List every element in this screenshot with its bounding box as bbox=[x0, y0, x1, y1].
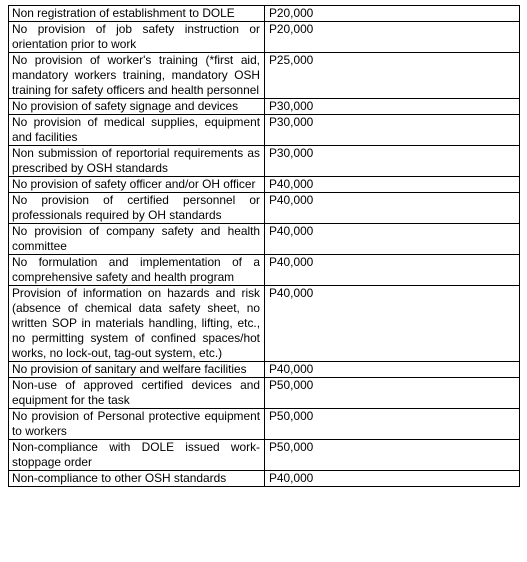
violation-cell: No provision of Personal protective equipment to workers bbox=[9, 409, 265, 440]
table-row bbox=[9, 471, 520, 487]
penalty-amount-cell: P40,000 bbox=[265, 177, 520, 193]
violation-cell: Non-use of approved certified devices and equipment for the task bbox=[9, 378, 265, 409]
violation-cell: No provision of worker's training (*first aid, mandatory workers training, mandatory OSH training for safety officers and health personnel bbox=[9, 53, 265, 99]
penalty-amount-cell: P40,000 bbox=[265, 471, 520, 487]
table-row bbox=[9, 115, 520, 146]
table-row bbox=[9, 177, 520, 193]
table-row bbox=[9, 255, 520, 286]
penalty-amount-cell: P50,000 bbox=[265, 440, 520, 471]
penalty-amount-cell: P30,000 bbox=[265, 146, 520, 177]
penalty-table-container bbox=[8, 5, 519, 487]
penalty-amount-cell: P40,000 bbox=[265, 224, 520, 255]
violation-cell: No provision of safety signage and devices bbox=[9, 99, 265, 115]
violation-cell: Non-compliance with DOLE issued work-stoppage order bbox=[9, 440, 265, 471]
violation-cell: No provision of medical supplies, equipment and facilities bbox=[9, 115, 265, 146]
penalty-table-body bbox=[9, 6, 520, 487]
table-row bbox=[9, 286, 520, 362]
violation-cell: Non-compliance to other OSH standards bbox=[9, 471, 265, 487]
violation-cell: No formulation and implementation of a comprehensive safety and health program bbox=[9, 255, 265, 286]
penalty-amount-cell: P25,000 bbox=[265, 53, 520, 99]
violation-cell: Provision of information on hazards and risk (absence of chemical data safety sheet, no written SOP in materials handling, lifting, etc., no permitting system of confined spaces/hot works, no lock-out, tag-out system, etc.) bbox=[9, 286, 265, 362]
table-row bbox=[9, 409, 520, 440]
penalty-amount-cell: P40,000 bbox=[265, 193, 520, 224]
penalty-table bbox=[8, 5, 520, 487]
violation-cell: No provision of sanitary and welfare facilities bbox=[9, 362, 265, 378]
violation-cell: Non registration of establishment to DOLE bbox=[9, 6, 265, 22]
table-row bbox=[9, 193, 520, 224]
violation-cell: No provision of certified personnel or professionals required by OH standards bbox=[9, 193, 265, 224]
table-row bbox=[9, 6, 520, 22]
penalty-amount-cell: P30,000 bbox=[265, 99, 520, 115]
penalty-amount-cell: P20,000 bbox=[265, 6, 520, 22]
table-row bbox=[9, 362, 520, 378]
penalty-amount-cell: P40,000 bbox=[265, 362, 520, 378]
table-row bbox=[9, 224, 520, 255]
table-row bbox=[9, 99, 520, 115]
violation-cell: No provision of job safety instruction or orientation prior to work bbox=[9, 22, 265, 53]
table-row bbox=[9, 440, 520, 471]
table-row bbox=[9, 146, 520, 177]
violation-cell: No provision of safety officer and/or OH officer bbox=[9, 177, 265, 193]
table-row bbox=[9, 378, 520, 409]
violation-cell: Non submission of reportorial requirements as prescribed by OSH standards bbox=[9, 146, 265, 177]
penalty-amount-cell: P40,000 bbox=[265, 255, 520, 286]
table-row bbox=[9, 22, 520, 53]
penalty-amount-cell: P30,000 bbox=[265, 115, 520, 146]
table-row bbox=[9, 53, 520, 99]
penalty-amount-cell: P50,000 bbox=[265, 409, 520, 440]
penalty-amount-cell: P20,000 bbox=[265, 22, 520, 53]
violation-cell: No provision of company safety and health committee bbox=[9, 224, 265, 255]
penalty-amount-cell: P50,000 bbox=[265, 378, 520, 409]
penalty-amount-cell: P40,000 bbox=[265, 286, 520, 362]
